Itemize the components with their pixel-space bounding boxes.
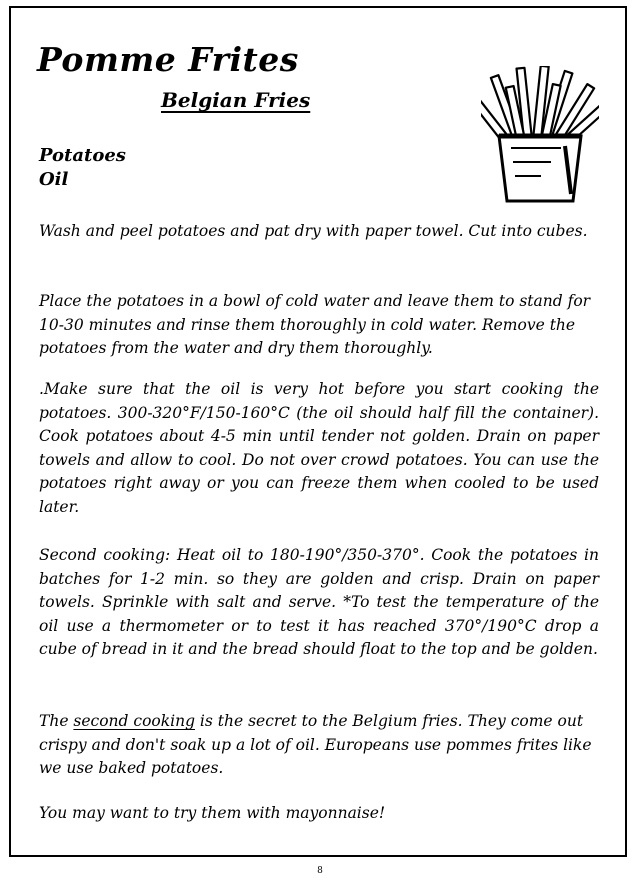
recipe-subtitle: Belgian Fries — [161, 88, 311, 112]
note-suffix: is the secret to the Belgium fries. They come out crispy and don't soak up a lot of oil. Europeans use pommes frites like we use baked potatoes. — [39, 712, 592, 777]
recipe-title: Pomme Frites — [37, 40, 299, 79]
recipe-page — [9, 6, 627, 857]
ingredient-item: Potatoes — [39, 145, 126, 166]
step-first-cooking: .Make sure that the oil is very hot before you start cooking the potatoes. 300-320°F/150-160°C (the oil should half fill the container). Cook potatoes about 4-5 min until tender not golden. Drain on paper towels and allow to cool. Do not over crowd potatoes. You can use the potatoes right away or you can freeze them when cooled to be used later. — [39, 380, 599, 516]
french-fries-icon — [481, 66, 599, 206]
step-soak: Place the potatoes in a bowl of cold water and leave them to stand for 10-30 minutes and rinse them thoroughly in cold water. Remove the potatoes from the water and dry them thoroughly. — [39, 292, 591, 357]
note-emphasis: second cooking — [73, 712, 195, 730]
page-number: 8 — [317, 866, 323, 876]
ingredient-list — [39, 144, 126, 192]
ingredient-item: Oil — [39, 169, 69, 190]
serving-tip: You may want to try them with mayonnaise! — [39, 804, 386, 822]
step-wash: Wash and peel potatoes and pat dry with paper towel. Cut into cubes. — [39, 222, 588, 240]
step-second-cooking: Second cooking: Heat oil to 180-190°/350-370°. Cook the potatoes in batches for 1-2 min. so they are golden and crisp. Drain on paper towels. Sprinkle with salt and serve. *To test the temperature of the oil use a thermometer or to test it has reached 370°/190°C drop a cube of bread in it and the bread should float to the top and be golden. — [39, 546, 599, 658]
note-prefix: The — [39, 712, 74, 730]
note-paragraph — [39, 710, 599, 781]
